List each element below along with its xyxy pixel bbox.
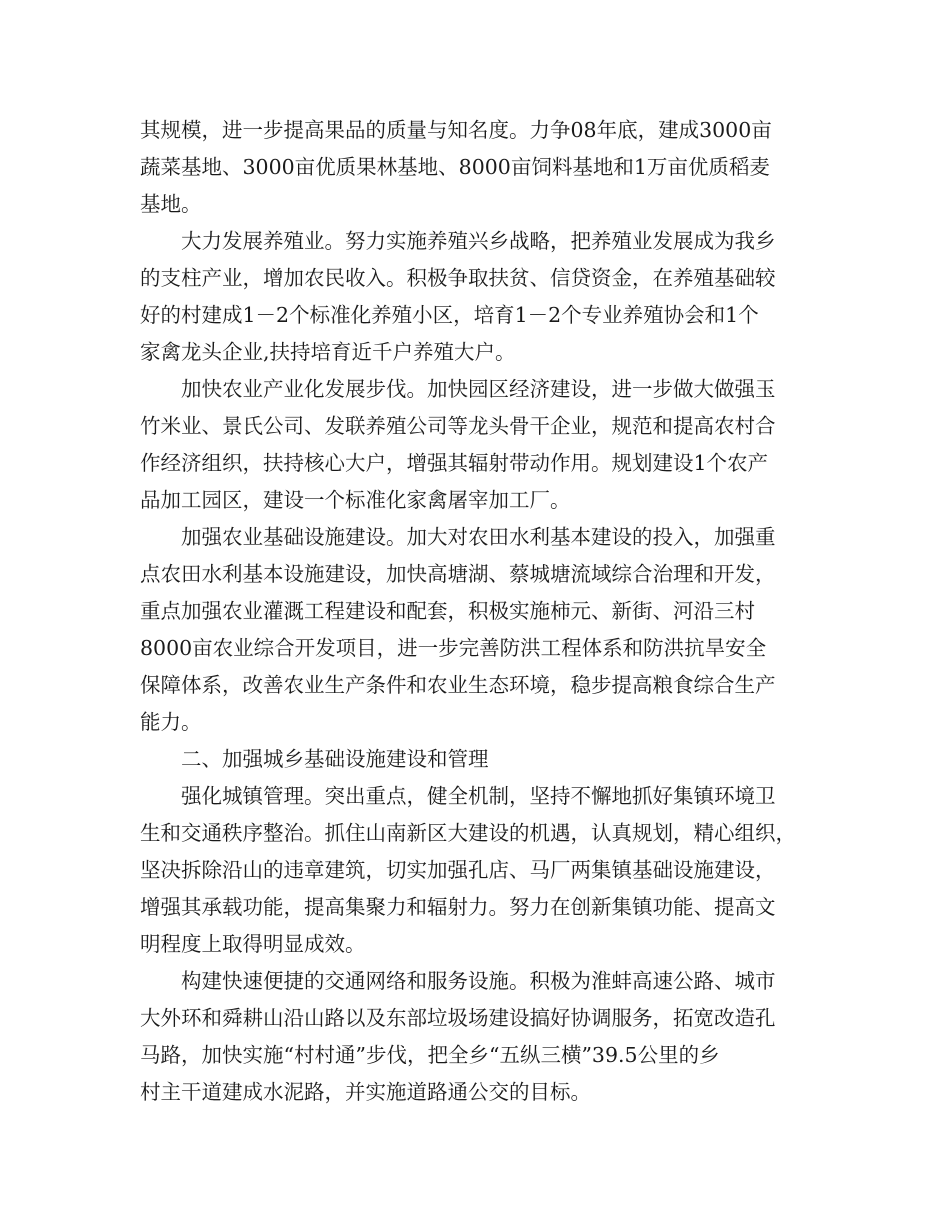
text-line: 家禽龙头企业,扶持培育近千户养殖大户。 bbox=[140, 340, 516, 364]
text-line: 大外环和舜耕山沿山路以及东部垃圾场建设搞好协调服务，拓宽改造孔 bbox=[140, 1006, 776, 1030]
paragraph-start: 加强农业基础设施建设。加大对农田水利基本建设的投入，加强重 bbox=[181, 525, 776, 549]
paragraph-start: 大力发展养殖业。努力实施养殖兴乡战略，把养殖业发展成为我乡 bbox=[181, 229, 776, 253]
text-line: 能力。 bbox=[140, 710, 202, 734]
text-line: 点农田水利基本设施建设，加快高塘湖、蔡城塘流域综合治理和开发， bbox=[140, 562, 776, 586]
text-line: 生和交通秩序整治。抓住山南新区大建设的机遇，认真规划，精心组织， bbox=[140, 821, 796, 845]
section-heading: 二、加强城乡基础设施建设和管理 bbox=[181, 747, 489, 771]
text-line: 明程度上取得明显成效。 bbox=[140, 932, 366, 956]
text-line: 好的村建成1－2个标准化养殖小区，培育1－2个专业养殖协会和1个 bbox=[140, 303, 759, 327]
paragraph-start: 加快农业产业化发展步伐。加快园区经济建设，进一步做大做强玉 bbox=[181, 377, 776, 401]
text-line: 竹米业、景氏公司、发联养殖公司等龙头骨干企业，规范和提高农村合 bbox=[140, 414, 776, 438]
text-line: 马路，加快实施“村村通”步伐，把全乡“五纵三横”39.5公里的乡 bbox=[140, 1043, 720, 1067]
paragraph-start: 构建快速便捷的交通网络和服务设施。积极为淮蚌高速公路、城市 bbox=[181, 969, 776, 993]
text-line: 其规模，进一步提高果品的质量与知名度。力争08年底，建成3000亩 bbox=[140, 118, 772, 142]
text-line: 品加工园区，建设一个标准化家禽屠宰加工厂。 bbox=[140, 488, 571, 512]
text-line: 村主干道建成水泥路，并实施道路通公交的目标。 bbox=[140, 1080, 591, 1104]
text-line: 坚决拆除沿山的违章建筑，切实加强孔店、马厂两集镇基础设施建设， bbox=[140, 858, 776, 882]
text-line: 保障体系，改善农业生产条件和农业生态环境，稳步提高粮食综合生产 bbox=[140, 673, 776, 697]
text-line: 增强其承载功能，提高集聚力和辐射力。努力在创新集镇功能、提高文 bbox=[140, 895, 776, 919]
text-line: 8000亩农业综合开发项目，进一步完善防洪工程体系和防洪抗旱安全 bbox=[140, 636, 767, 660]
text-line: 的支柱产业，增加农民收入。积极争取扶贫、信贷资金，在养殖基础较 bbox=[140, 266, 776, 290]
text-line: 重点加强农业灌溉工程建设和配套，积极实施柿元、新街、河沿三村 bbox=[140, 599, 755, 623]
document-body bbox=[140, 112, 826, 1111]
paragraph-start: 强化城镇管理。突出重点，健全机制，坚持不懈地抓好集镇环境卫 bbox=[181, 784, 776, 808]
text-line: 作经济组织，扶持核心大户，增强其辐射带动作用。规划建设1个农产 bbox=[140, 451, 769, 475]
text-line: 蔬菜基地、3000亩优质果林基地、8000亩饲料基地和1万亩优质稻麦 bbox=[140, 155, 770, 179]
text-line: 基地。 bbox=[140, 192, 202, 216]
